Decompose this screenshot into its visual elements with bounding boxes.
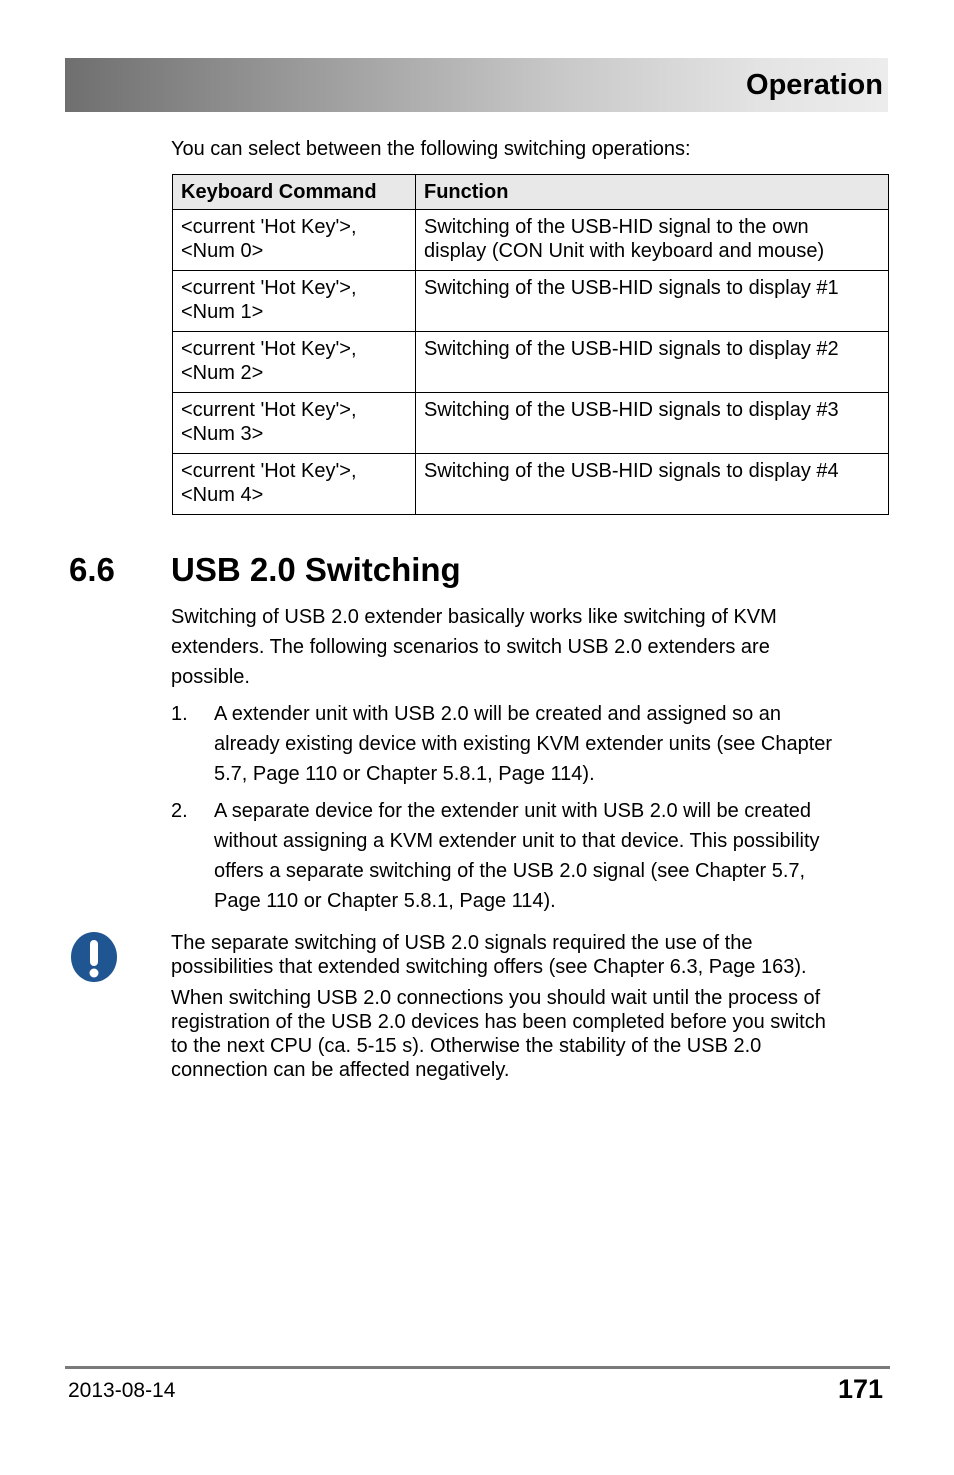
list-line: Page 110 or Chapter 5.8.1, Page 114). — [214, 890, 556, 912]
command-line: <current 'Hot Key'>, — [181, 338, 357, 360]
command-key: <Num 2> — [181, 362, 264, 384]
command-cell — [173, 454, 416, 515]
list-number: 1. — [171, 703, 188, 725]
function-cell — [416, 332, 889, 393]
table-header-row — [173, 175, 889, 210]
command-cell — [173, 332, 416, 393]
command-key: <Num 3> — [181, 423, 264, 445]
section-title: USB 2.0 Switching — [171, 551, 461, 588]
function-line: Switching of the USB-HID signals to display #3 — [424, 399, 839, 421]
function-line: Switching of the USB-HID signals to display #2 — [424, 338, 839, 360]
column-header-keyboard-command: Keyboard Command — [173, 175, 416, 210]
list-line: already existing device with existing KVM extender units (see Chapter — [214, 733, 833, 755]
note-line: possibilities that extended switching offers (see Chapter 6.3, Page 163). — [171, 956, 807, 978]
function-cell — [416, 210, 889, 271]
note-line: registration of the USB 2.0 devices has been completed before you switch — [171, 1011, 826, 1033]
section-paragraph — [171, 602, 871, 692]
table-row — [173, 210, 889, 271]
exclamation-icon — [70, 931, 118, 983]
command-cell — [173, 210, 416, 271]
list-line: 5.7, Page 110 or Chapter 5.8.1, Page 114). — [214, 763, 595, 785]
list-number: 2. — [171, 800, 188, 822]
list-line: offers a separate switching of the USB 2.0 signal (see Chapter 5.7, — [214, 860, 806, 882]
list-text — [214, 699, 887, 789]
command-key: <Num 1> — [181, 301, 264, 323]
function-cell — [416, 454, 889, 515]
command-line: <current 'Hot Key'>, — [181, 460, 357, 482]
function-line: Switching of the USB-HID signals to display #1 — [424, 277, 839, 299]
note-line: The separate switching of USB 2.0 signals required the use of the — [171, 932, 753, 954]
page-number: 171 — [837, 1374, 883, 1404]
table-row — [173, 332, 889, 393]
list-line: without assigning a KVM extender unit to that device. This possibility — [214, 830, 820, 852]
command-line: <current 'Hot Key'>, — [181, 216, 357, 238]
note-line: connection can be affected negatively. — [171, 1059, 510, 1081]
command-key: <Num 4> — [181, 484, 264, 506]
function-cell — [416, 271, 889, 332]
table-row — [173, 454, 889, 515]
table-row — [173, 393, 889, 454]
paragraph-line: extenders. The following scenarios to switch USB 2.0 extenders are — [171, 636, 770, 658]
paragraph-line: Switching of USB 2.0 extender basically works like switching of KVM — [171, 606, 777, 628]
switching-table — [172, 174, 889, 515]
function-line: display (CON Unit with keyboard and mouse) — [424, 240, 825, 262]
function-cell — [416, 393, 889, 454]
intro-text: You can select between the following switching operations: — [171, 138, 691, 160]
function-line: Switching of the USB-HID signals to display #4 — [424, 460, 839, 482]
note-paragraph-1 — [171, 931, 887, 979]
section-number: 6.6 — [69, 551, 115, 588]
footer-divider — [65, 1366, 890, 1369]
command-key: <Num 0> — [181, 240, 264, 262]
header-band — [65, 58, 888, 112]
header-title: Operation — [746, 69, 883, 101]
command-cell — [173, 271, 416, 332]
function-line: Switching of the USB-HID signal to the own — [424, 216, 809, 238]
note-paragraph-2 — [171, 986, 887, 1082]
paragraph-line: possible. — [171, 666, 250, 688]
column-header-function: Function — [416, 175, 889, 210]
list-line: A separate device for the extender unit with USB 2.0 will be created — [214, 800, 812, 822]
note-line: When switching USB 2.0 connections you should wait until the process of — [171, 987, 821, 1009]
command-line: <current 'Hot Key'>, — [181, 277, 357, 299]
table-row — [173, 271, 889, 332]
note-line: to the next CPU (ca. 5-15 s). Otherwise the stability of the USB 2.0 — [171, 1035, 762, 1057]
list-text — [214, 796, 887, 916]
command-cell — [173, 393, 416, 454]
footer-date: 2013-08-14 — [68, 1379, 176, 1402]
command-line: <current 'Hot Key'>, — [181, 399, 357, 421]
list-line: A extender unit with USB 2.0 will be created and assigned so an — [214, 703, 782, 725]
